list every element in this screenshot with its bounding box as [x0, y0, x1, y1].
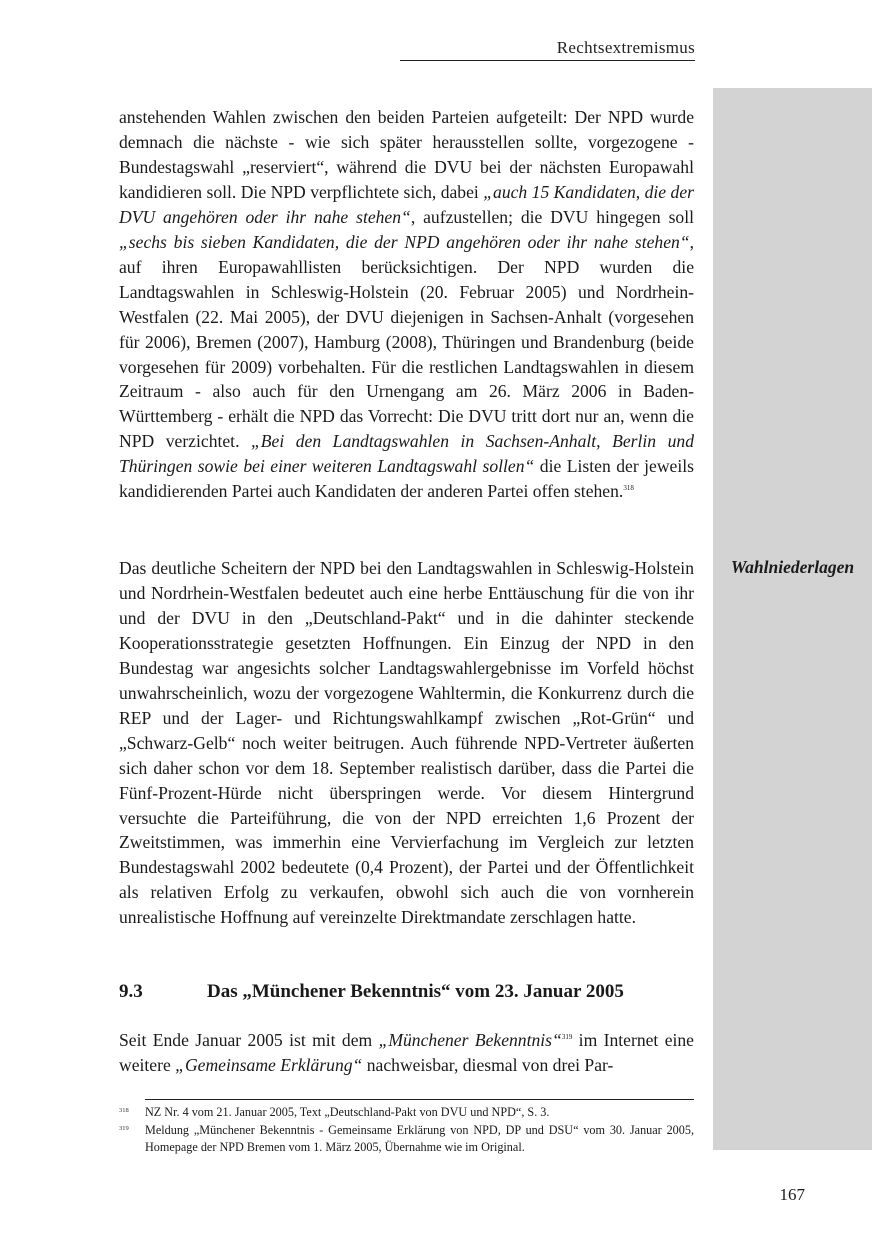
footnote-text: Meldung „Münchener Bekenntnis - Gemeinsame Erklärung von NPD, DP und DSU“ vom 30. Januar 2005, Homepage der NPD Bremen vom 1. März 2005, Übernahme wie im Original.: [145, 1123, 694, 1154]
paragraph-2: [119, 556, 694, 930]
text-run: anstehenden Wahlen zwischen den beiden Parteien aufgeteilt: Der NPD wurde demnach die nächste - wie sich später herausstellen sollte, vorgezogene - Bundestagswahl „reserviert“, während die DVU bei der nächsten Europawahl kandidieren soll. Die NPD verpflichtete sich, dabei: [119, 107, 694, 202]
text-run: Seit Ende Januar 2005 ist mit dem: [119, 1030, 379, 1050]
margin-column: [713, 88, 872, 1150]
footnote: [119, 1104, 694, 1121]
text-run: nachweisbar, diesmal von drei Par-: [362, 1054, 614, 1075]
paragraph-3-text: [119, 1028, 694, 1078]
footnote-number: 319: [119, 1125, 129, 1132]
footnote-text: NZ Nr. 4 vom 21. Januar 2005, Text „Deutschland-Pakt von DVU und NPD“, S. 3.: [145, 1105, 550, 1119]
footnote-ref: 318: [623, 484, 634, 493]
paragraph-1: [119, 105, 694, 504]
running-head: Rechtsextremismus: [556, 38, 695, 57]
text-run: , aufzustellen; die DVU hingegen soll: [410, 206, 694, 227]
paragraph-3: [119, 1028, 694, 1078]
footnotes: [119, 1104, 694, 1157]
footnote: [119, 1122, 694, 1156]
margin-note: Wahlniederlagen: [730, 557, 855, 577]
footnote-rule: [145, 1099, 694, 1100]
section-number: 9.3: [119, 981, 143, 1002]
header-rule: [400, 60, 695, 61]
footnote-number: 318: [119, 1107, 129, 1114]
quote-run: „Gemeinsame Erklärung“: [175, 1054, 363, 1075]
footnote-ref: 319: [561, 1033, 573, 1041]
text-run: die Listen der jeweils kandidierenden Partei auch Kandidaten der anderen Partei offen stehen.: [119, 456, 694, 502]
page-number: 167: [779, 1185, 805, 1204]
quote-run: „Münchener Bekenntnis“: [378, 1030, 562, 1050]
section-heading: [119, 981, 694, 1003]
quote-run: „Bei den Landtagswahlen in Sachsen-Anhalt, Berlin und Thüringen sowie bei einer weiteren Landtagswahl sollen“: [119, 431, 694, 477]
quote-run: „auch 15 Kandidaten, die der DVU angehören oder ihr nahe stehen“: [119, 181, 694, 227]
quote-run: „sechs bis sieben Kandidaten, die der NPD angehören oder ihr nahe stehen“: [119, 231, 690, 252]
paragraph-2-text: Das deutliche Scheitern der NPD bei den Landtagswahlen in Schleswig-Holstein und Nordrhein-Westfalen bedeutet auch eine herbe Enttäuschung für die von ihr und der DVU in den „Deutschland-Pakt“ und in die dahinter steckende Kooperationsstrategie gesetzten Hoffnungen. Ein Einzug der NPD in den Bundestag war angesichts solcher Landtagswahlergebnisse im Vorfeld höchst unwahrscheinlich, wozu der vorgezogene Wahltermin, die Konkurrenz durch die REP und der Lager- und Richtungswahlkampf zwischen „Rot-Grün“ und „Schwarz-Gelb“ noch weiter beitrugen. Auch führende NPD-Vertreter äußerten sich daher schon vor dem 18. September realistisch darüber, dass die Partei die Fünf-Prozent-Hürde nicht überspringen werde. Vor diesem Hintergrund versuchte die Parteiführung, die von der NPD erreichten 1,6 Prozent der Zweitstimmen, was immerhin eine Vervierfachung im Vergleich zur letzten Bundestagswahl 2002 bedeutete (0,4 Prozent), der Partei und der Öffentlichkeit als relativen Erfolg zu verkaufen, obwohl sich auch die von vornherein unrealistische Hoffnung auf vereinzelte Direktmandate zerschlagen hatte.: [119, 558, 694, 928]
text-run: , auf ihren Europawahllisten berücksichtigen. Der NPD wurden die Landtagswahlen in Schleswig-Holstein (20. Februar 2005) und Nordrhein-Westfalen (22. Mai 2005), der DVU diejenigen in Sachsen-Anhalt (vorgesehen für 2006), Bremen (2007), Hamburg (2008), Thüringen und Brandenburg (beide vorgesehen für 2009) vorbehalten. Für die restlichen Landtagswahlen in diesem Zeitraum - also auch für den Urnengang am 26. März 2006 in Baden-Württemberg - erhält die NPD das Vorrecht: Die DVU tritt dort nur an, wenn die NPD verzichtet.: [119, 231, 694, 452]
paragraph-1-text: [119, 105, 694, 504]
text-run: im Internet eine weitere: [119, 1030, 694, 1075]
section-title: Das „Münchener Bekenntnis“ vom 23. Januar 2005: [207, 981, 624, 1002]
